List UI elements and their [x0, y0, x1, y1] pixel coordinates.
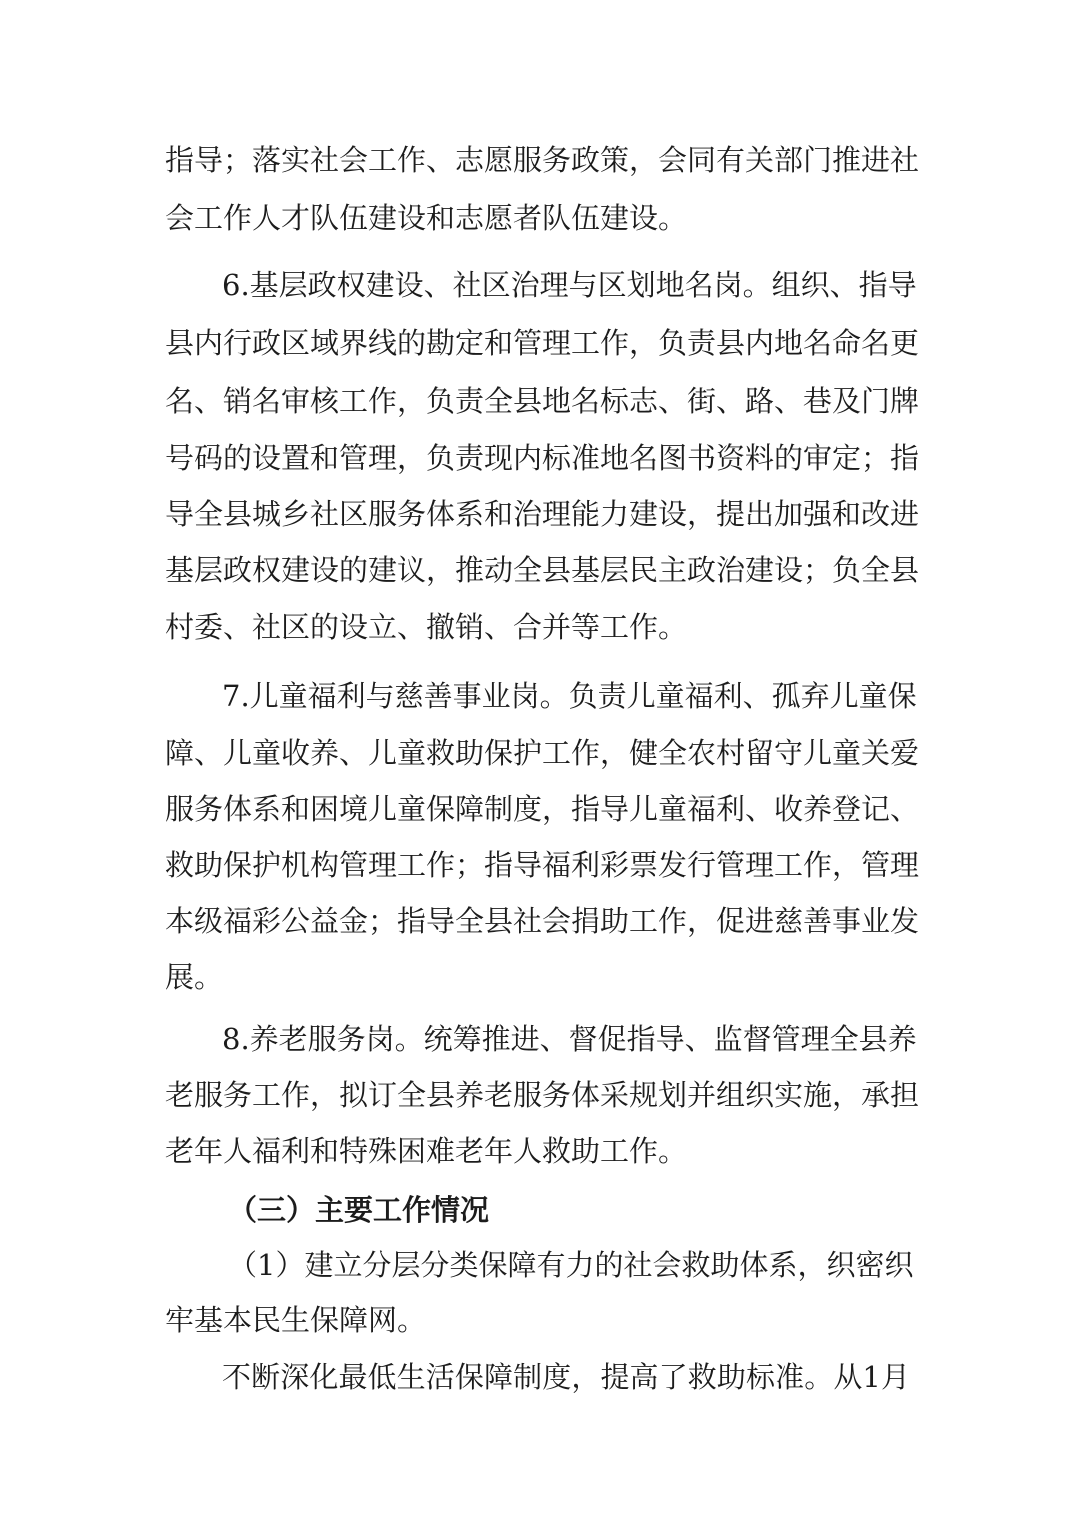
text-line: 牢基本民生保障网。 [165, 1303, 427, 1337]
text-line: 本级福彩公益金；指导全县社会捐助工作，促进慈善事业发 [165, 904, 920, 938]
paragraph-7-heading-line: 7.儿童福利与慈善事业岗。负责儿童福利、孤弃儿童保 [222, 679, 917, 713]
text-line: 村委、社区的设立、撤销、合并等工作。 [165, 610, 688, 644]
text-line: 指导；落实社会工作、志愿服务政策，会同有关部门推进社 [165, 143, 920, 177]
text-line: 障、儿童收养、儿童救助保护工作，健全农村留守儿童关爱 [165, 736, 920, 770]
text-line: 救助保护机构管理工作；指导福利彩票发行管理工作，管理 [165, 848, 920, 882]
text-line: 服务体系和困境儿童保障制度，指导儿童福利、收养登记、 [165, 792, 920, 826]
paragraph-6-heading-line: 6.基层政权建设、社区治理与区划地名岗。组织、指导 [222, 268, 917, 302]
subsection-heading-line: （1）建立分层分类保障有力的社会救助体系，织密织 [228, 1248, 914, 1282]
paragraph-8-heading-line: 8.养老服务岗。统筹推进、督促指导、监督管理全县养 [222, 1022, 917, 1056]
text-line: 展。 [165, 960, 224, 994]
text-line: 导全县城乡社区服务体系和治理能力建设，提出加强和改进 [165, 497, 920, 531]
text-line: 老服务工作，拟订全县养老服务体采规划并组织实施，承担 [165, 1078, 920, 1112]
text-line: 号码的设置和管理，负责现内标准地名图书资料的审定；指 [165, 441, 920, 475]
text-line: 名、销名审核工作，负责全县地名标志、街、路、巷及门牌 [165, 384, 920, 418]
section-heading: （三）主要工作情况 [228, 1193, 490, 1227]
text-line: 县内行政区域界线的勘定和管理工作，负责县内地名命名更 [165, 326, 920, 360]
text-line: 老年人福利和特殊困难老年人救助工作。 [165, 1134, 688, 1168]
text-line: 基层政权建设的建议，推动全县基层民主政治建设；负全县 [165, 553, 920, 587]
text-line: 不断深化最低生活保障制度，提高了救助标准。从1月 [222, 1360, 910, 1394]
text-line: 会工作人才队伍建设和志愿者队伍建设。 [165, 201, 688, 235]
